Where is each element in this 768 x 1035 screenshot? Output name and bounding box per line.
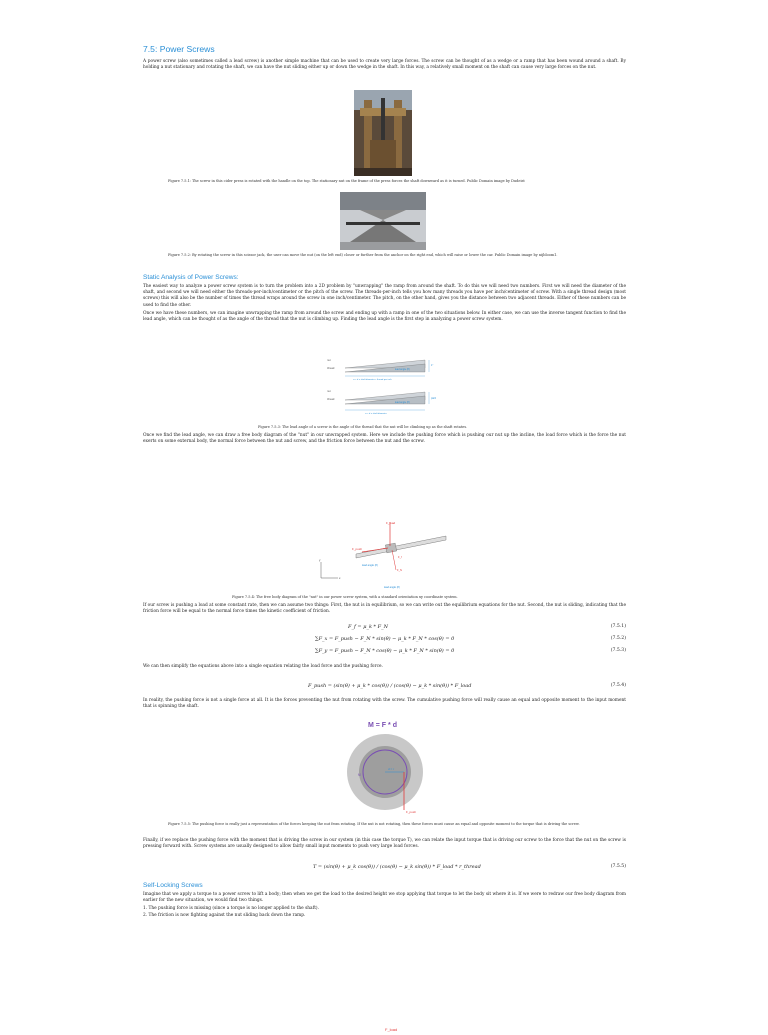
equation-number-4: (7.5.4) xyxy=(610,683,626,688)
label-1in: 1" xyxy=(431,364,434,367)
scissor-jack-photo xyxy=(340,192,426,250)
label-m: M xyxy=(358,773,361,777)
equation-number-3: (7.5.3) xyxy=(610,648,626,653)
static-analysis-section xyxy=(143,270,626,325)
equation-7-5-1: F_f = μ_k * F_N xyxy=(348,624,388,630)
lead-angle-diagram xyxy=(325,356,447,420)
equation-number-5: (7.5.5) xyxy=(610,864,626,869)
label-lead-angle-2: lead angle (θ) xyxy=(395,401,410,404)
figure-3-caption: Figure 7.5.3: The lead angle of a screw is the angle of the thread that the nut will be climbing up as the shaft rotates. xyxy=(258,425,468,429)
equation-block-2 xyxy=(143,680,626,696)
figure-6-partial xyxy=(385,1016,425,1032)
list-item: 2. The friction is now fighting against the nut sliding back down the ramp. xyxy=(143,912,306,918)
section-heading-self-locking: Self-Locking Screws xyxy=(143,882,203,889)
equation-block-3 xyxy=(143,860,626,876)
label-dim-1: π × d = shaft diameter × thread per inch xyxy=(353,379,392,381)
static-paragraph-2: Once we have these numbers, we can imagine unwrapping the ramp from around the screw and ending up with a ramp in one of the two situations below. In either case, we can use the inverse tangent function to find the lead angle, which can be thought of as the angle of the thread that the nut is climbing up. Finding the lead angle is the first step in analyzing a power screw system. xyxy=(143,310,626,323)
reality-paragraph: In reality, the pushing force is not a single force at all. It is the forces preventing the nut from rotating with the screw. The cumulative pushing force will really cause an equal and opposite moment to the input moment that is spinning the shaft. xyxy=(143,698,626,710)
figure-5-caption: Figure 7.5.5: The pushing force is really just a representation of the forces keeping the nut from rotating. If the nut is not rotating, then these forces must cause an equal and opposite moment to the torque that is driving the screw. xyxy=(168,822,580,826)
label-nut-2: nut xyxy=(327,390,331,393)
equation-7-5-2: ∑F_x = F_push − F_N * sin(θ) − μ_k * F_N * cos(θ) = 0 xyxy=(315,636,455,642)
equation-7-5-3: ∑F_y = F_push − F_N * cos(θ) − μ_k * F_N * sin(θ) = 0 xyxy=(315,648,455,654)
intro-paragraph: A power screw (also sometimes called a lead screw) is another simple machine that can be used to create very large forces. The screw can be thought of as a wedge or a ramp that has been wound around a shaft. By holding a nut stationary and rotating the shaft, we can have the nut sliding either up or down the wedge in the shaft. In this way, a relatively small moment on the shaft can cause very large forces on the nut. xyxy=(143,59,626,71)
static-paragraph-1: The easiest way to analyze a power screw system is to turn the problem into a 2D problem by "unwrapping" the ramp from around the shaft. To do this we will need two numbers. First we will need the diameter of the shaft, and second we will need either the threads-per-inch/centimeter or the pitch of the screw. The threads-per-inch tells you how many threads you have per inch/centimeter of screw. With a single thread design (most screws) this will also be the number of times the thread wraps around the screw in one inch/centimeter. The pitch, on the other hand, gives you the distance between two adjacent threads. Either of these numbers can be used to find the other. xyxy=(143,284,626,308)
finally-paragraph: Finally, if we replace the pushing force with the moment that is driving the screw in our system (in this case the torque T), we can relate the input torque that is driving our screw to the force that the nut on the screw is pressing forward with. Screw systems are usually designed to allow fairly small input moments to push very large load forces. xyxy=(143,838,626,850)
label-dim-2: π × d = shaft diameter xyxy=(365,413,387,415)
label-fload-bottom: F_load xyxy=(385,1027,398,1032)
label-fpush-circle: F_push xyxy=(406,810,417,814)
label-lead-angle-1: lead angle (θ) xyxy=(395,368,410,371)
label-fload: F_load xyxy=(386,521,396,525)
self-locking-section xyxy=(143,878,626,919)
figure-1-caption: Figure 7.5.1: The screw in this cider press is rotated with the handle on the top. The stationary nut on the frame of the press forces the shaft downward as it is turned. Public Domain image by Dudeist xyxy=(168,179,525,183)
equation-block-1 xyxy=(143,624,626,660)
axis-y: y xyxy=(319,558,321,562)
label-lead-angle: lead angle (θ) xyxy=(362,564,378,567)
label-d: d = r xyxy=(388,767,395,771)
fbd-paragraph: Once we find the lead angle, we can draw a free body diagram of the "nut" in our unwrapped system. Here we include the pushing force which is pushing our nut up the incline, the load force which is the force the nut exerts on some external body, the normal force between the nut and screw, and the friction force between the nut and the screw. xyxy=(143,433,626,445)
free-body-diagram xyxy=(316,518,452,592)
label-thread-1: thread xyxy=(327,367,335,370)
list-item: 1. The pushing force is missing (since a torque is no longer applied to the shaft). xyxy=(143,906,319,912)
label-fn: F_N xyxy=(397,569,402,572)
label-ff: F_f xyxy=(398,556,402,559)
label-nut-1: nut xyxy=(327,359,331,362)
equation-number-2: (7.5.2) xyxy=(610,636,626,641)
moment-diagram xyxy=(338,716,432,816)
finally-section xyxy=(143,838,626,852)
moment-equation: M = F * d xyxy=(368,722,397,729)
equation-7-5-5: T = (sin(θ) + μ_k cos(θ)) / (cos(θ) − μ_k sin(θ)) * F_load * r_thread xyxy=(313,864,481,870)
figure-2-caption: Figure 7.5.2: By rotating the screw in this scissor jack, the user can move the nut (on the left end) closer or further from the anchor on the right end, which will raise or lower the car. Public Domain image by nijbloom1. xyxy=(168,253,558,257)
simplify-section xyxy=(143,664,626,672)
self-locking-paragraph: Imagine that we apply a torque to a power screw to lift a body; then when we get the load to the desired height we stop applying that torque to let the body sit where it is. If we were to redraw our free body diagram from earlier for the new situation, we would find two things. xyxy=(143,892,626,904)
page-title: 7.5: Power Screws xyxy=(143,44,215,54)
label-thread-2: thread xyxy=(327,398,335,401)
equilibrium-section xyxy=(143,603,626,617)
reality-section xyxy=(143,698,626,712)
label-fpush: F_push xyxy=(352,547,363,551)
self-locking-list xyxy=(143,906,626,919)
equation-7-5-4: F_push = (sin(θ) + μ_k * cos(θ)) / (cos(θ) − μ_k * sin(θ)) * F_load xyxy=(308,683,472,689)
simplify-paragraph: We can then simplify the equations above into a single equation relating the load force and the pushing force. xyxy=(143,664,383,669)
section-heading-static: Static Analysis of Power Screws: xyxy=(143,274,239,281)
fbd-intro xyxy=(143,433,626,447)
label-lead-angle-bottom: lead angle (θ) xyxy=(384,586,400,589)
figure-4-caption: Figure 7.5.4: The free body diagram of the "nut" in our power screw system, with a standard orientation xy coordinate system. xyxy=(232,595,458,599)
axis-x: x xyxy=(339,576,341,580)
label-pitch: pitch xyxy=(431,397,437,400)
document-page xyxy=(143,44,626,73)
cider-press-photo xyxy=(354,90,412,176)
equation-number-1: (7.5.1) xyxy=(610,624,626,629)
equilibrium-paragraph: If our screw is pushing a load at some constant rate, then we can assume two things: First, the nut is in equilibrium, so we can write out the equilibrium equations for the nut. Second, the nut is sliding, indicating that the friction force will be equal to the normal force times the kinetic coefficient of friction. xyxy=(143,603,626,615)
